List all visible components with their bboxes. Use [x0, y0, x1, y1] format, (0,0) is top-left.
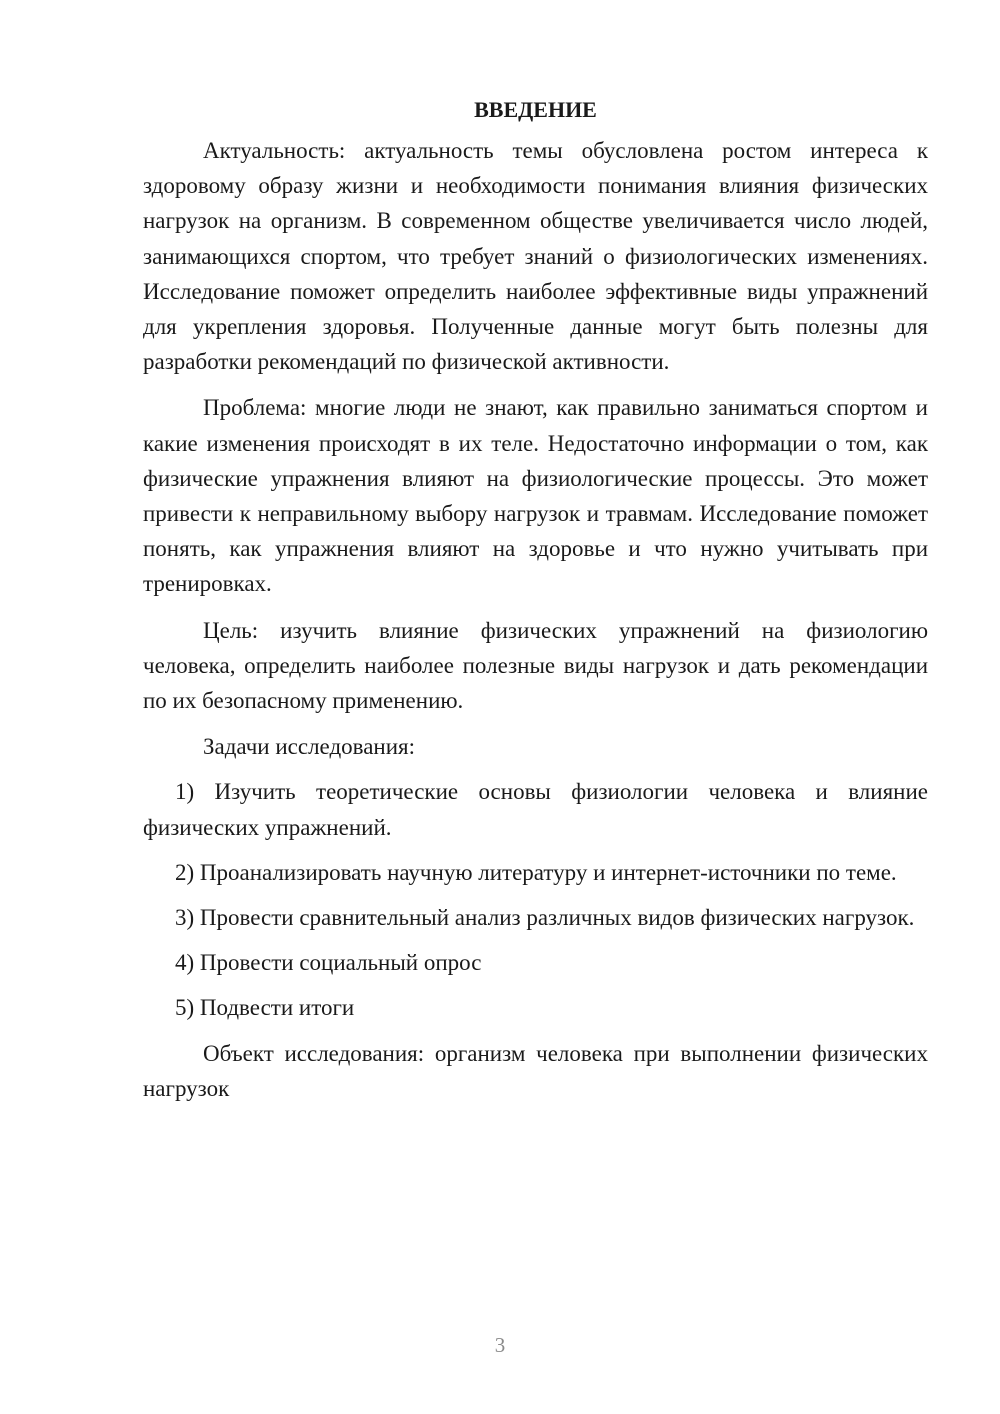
paragraph-problem: Проблема: многие люди не знают, как правильно заниматься спортом и какие изменения происходят в их теле. Недостаточно информации о том, как физические упражнения влияют на физиологические процессы. Это может привести к неправильному выбору нагрузок и травмам. Исследование поможет понять, как упражнения влияют на здоровье и что нужно учитывать при тренировках. — [143, 395, 928, 597]
task-item-1: 1) Изучить теоретические основы физиологии человека и влияние физических упражнений. — [143, 779, 928, 840]
task-item-5: 5) Подвести итоги — [175, 995, 355, 1021]
paragraph-goal: Цель: изучить влияние физических упражнений на физиологию человека, определить наиболее полезные виды нагрузок и дать рекомендации по их безопасному применению. — [143, 617, 928, 714]
task-item-4: 4) Провести социальный опрос — [175, 950, 482, 976]
document-title: ВВЕДЕНИЕ — [474, 97, 597, 122]
task-item-3: 3) Провести сравнительный анализ различных видов физических нагрузок. — [175, 905, 915, 931]
paragraph-relevance: Актуальность: актуальность темы обусловлена ростом интереса к здоровому образу жизни и необходимости понимания влияния физических нагрузок на организм. В современном обществе увеличивается число людей, занимающихся спортом, что требует знаний о физиологических изменениях. Исследование поможет определить наиболее эффективные виды упражнений для укрепления здоровья. Полученные данные могут быть полезны для разработки рекомендаций по физической активности. — [143, 138, 928, 375]
page-number: 3 — [494, 1333, 506, 1357]
tasks-heading: Задачи исследования: — [203, 734, 416, 760]
task-item-2: 2) Проанализировать научную литературу и интернет-источники по теме. — [175, 859, 897, 885]
document-page — [143, 92, 928, 1117]
paragraph-object: Объект исследования: организм человека при выполнении физических нагрузок — [143, 1040, 928, 1101]
